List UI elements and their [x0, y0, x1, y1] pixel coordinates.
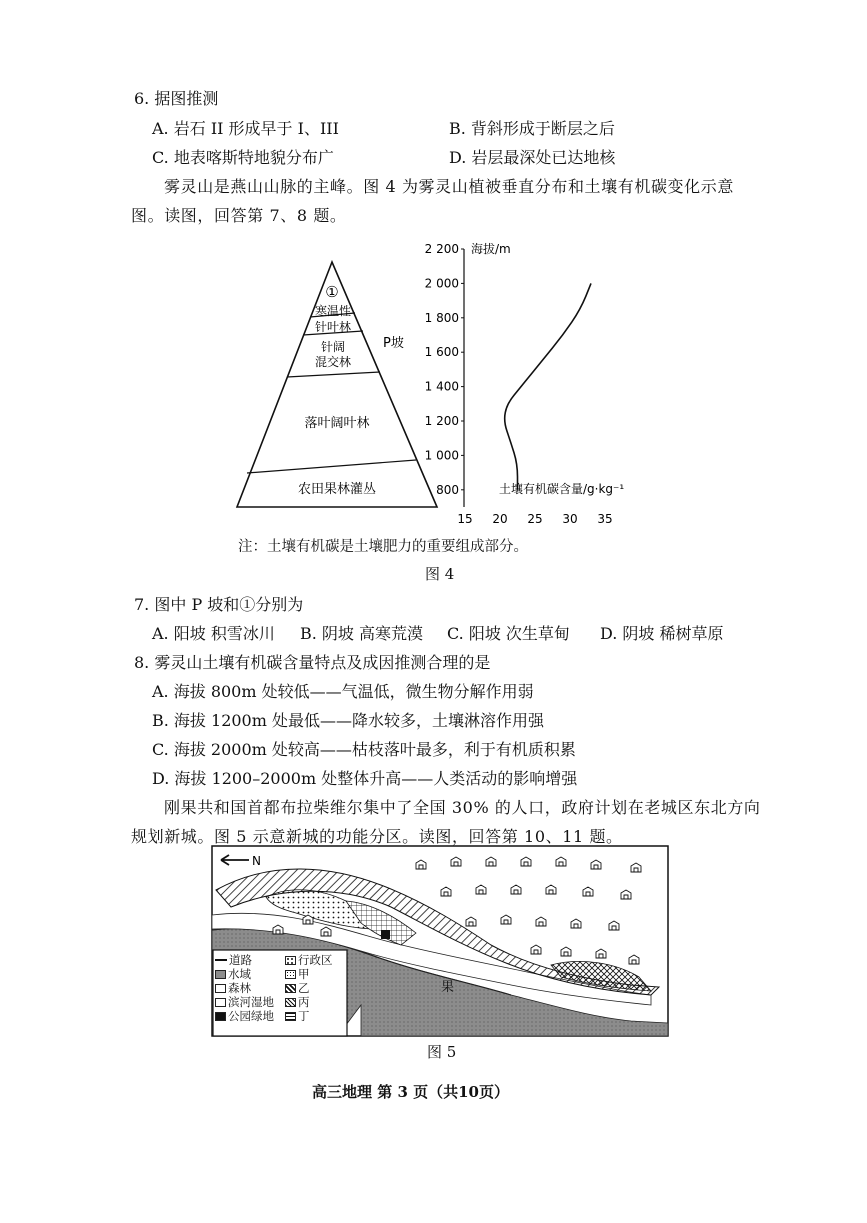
- zone-label-3: 落叶阔叶林: [304, 416, 370, 431]
- legend-park-label: 公园绿地: [228, 1009, 274, 1023]
- legend-forest-label: 森林: [228, 981, 251, 995]
- y-tick-label: 2 200: [424, 242, 459, 256]
- legend-bing-label: 丙: [298, 995, 310, 1009]
- admin-swatch: [285, 956, 296, 965]
- y-tick-label: 1 600: [424, 345, 459, 360]
- wetland-swatch: [215, 998, 226, 1007]
- page-footer: 高三地理 第 3 页（共10页）: [312, 1083, 509, 1101]
- y-tick-label: 800: [436, 482, 459, 497]
- q8-option-c: C. 海拔 2000m 处较高——枯枝落叶最多，利于有机质积累: [152, 740, 576, 759]
- x-tick-label: 35: [597, 512, 613, 526]
- q8-option-a: A. 海拔 800m 处较低——气温低，微生物分解作用弱: [152, 682, 534, 701]
- legend-ding: [285, 1009, 349, 1023]
- intro-7-8-line2: 图。读图，回答第 7、8 题。: [131, 206, 347, 225]
- figure-4: [225, 235, 645, 535]
- y-tick-label: 1 800: [424, 310, 459, 325]
- legend-water-label: 水域: [228, 967, 251, 981]
- zone-circle-label: ①: [325, 283, 339, 301]
- y-tick-label: 1 000: [424, 448, 459, 463]
- q7-option-b: B. 阴坡 高寒荒漠: [300, 624, 424, 643]
- q7-option-c: C. 阳坡 次生草甸: [447, 624, 570, 643]
- legend-road-label: 道路: [229, 953, 252, 967]
- x-tick-label: 15: [457, 512, 473, 526]
- x-tick-label: 25: [527, 512, 543, 526]
- zone-label-2a: 针阔: [320, 340, 346, 354]
- legend-ding-label: 丁: [298, 1009, 310, 1023]
- y-tick-label: 2 000: [424, 276, 459, 291]
- q8-option-d: D. 海拔 1200–2000m 处整体升高——人类活动的影响增强: [152, 769, 578, 788]
- soil-carbon-line: [505, 283, 591, 489]
- river-label: 果: [441, 980, 455, 995]
- figure-4-note: 注：土壤有机碳是土壤肥力的重要组成部分。: [238, 539, 528, 555]
- legend-column-right: [285, 953, 349, 1023]
- q7-option-d: D. 阴坡 稀树草原: [600, 624, 724, 643]
- y-tick-label: 1 200: [424, 414, 459, 428]
- q6-option-c: C. 地表喀斯特地貌分布广: [152, 148, 334, 167]
- zone-label-1a: 寒温性: [314, 304, 352, 318]
- y-axis-label: 海拔/m: [471, 242, 511, 256]
- yi-swatch: [285, 984, 296, 993]
- x-tick-label: 20: [492, 512, 508, 526]
- figure-5-caption: 图 5: [427, 1043, 457, 1061]
- forest-swatch: [215, 984, 226, 993]
- road-swatch: [215, 959, 227, 961]
- q6-option-b: B. 背斜形成于断层之后: [449, 119, 615, 138]
- intro-10-11-line2: 规划新城。图 5 示意新城的功能分区。读图，回答第 10、11 题。: [131, 827, 623, 846]
- ding-swatch: [285, 1012, 296, 1021]
- slope-label: P坡: [383, 336, 404, 351]
- legend-admin: [285, 953, 349, 967]
- legend-jia-label: 甲: [298, 967, 310, 981]
- legend-yi-label: 乙: [298, 981, 310, 995]
- q6-option-a: A. 岩石 II 形成早于 I、III: [152, 119, 339, 138]
- x-tick-label: 30: [562, 512, 578, 526]
- y-tick-label: 1 400: [424, 379, 459, 394]
- q7-option-a: A. 阳坡 积雪冰川: [152, 624, 275, 643]
- q8-stem: 8. 雾灵山土壤有机碳含量特点及成因推测合理的是: [134, 653, 491, 672]
- intro-10-11-line1: 刚果共和国首都布拉柴维尔集中了全国 30% 的人口，政府计划在老城区东北方向: [164, 798, 761, 817]
- q8-option-b: B. 海拔 1200m 处最低——降水较多，土壤淋溶作用强: [152, 711, 544, 730]
- north-label: N: [252, 854, 261, 868]
- bing-swatch: [285, 998, 296, 1007]
- figure-4-caption: 图 4: [425, 565, 455, 583]
- x-axis-label: 土壤有机碳含量/g·kg⁻¹: [499, 482, 625, 496]
- legend-wetland-label: 滨河湿地: [228, 995, 274, 1009]
- zone-label-4: 农田果林灌丛: [297, 482, 377, 497]
- legend-admin-label: 行政区: [298, 953, 333, 967]
- zone-label-1b: 针叶林: [314, 320, 352, 334]
- zone-label-2b: 混交林: [314, 355, 352, 369]
- q7-stem: 7. 图中 P 坡和①分别为: [134, 595, 304, 614]
- jia-swatch: [285, 970, 296, 979]
- park-swatch: [215, 1012, 226, 1021]
- legend-yi: [285, 981, 349, 995]
- park-green-square: [381, 930, 390, 939]
- q6-stem: 6. 据图推测: [134, 89, 219, 108]
- intro-7-8-line1: 雾灵山是燕山山脉的主峰。图 4 为雾灵山植被垂直分布和土壤有机碳变化示意: [164, 177, 734, 196]
- water-swatch: [215, 970, 226, 979]
- legend-bing: [285, 995, 349, 1009]
- q6-option-d: D. 岩层最深处已达地核: [449, 148, 616, 167]
- soil-carbon-chart: [425, 241, 625, 526]
- legend-jia: [285, 967, 349, 981]
